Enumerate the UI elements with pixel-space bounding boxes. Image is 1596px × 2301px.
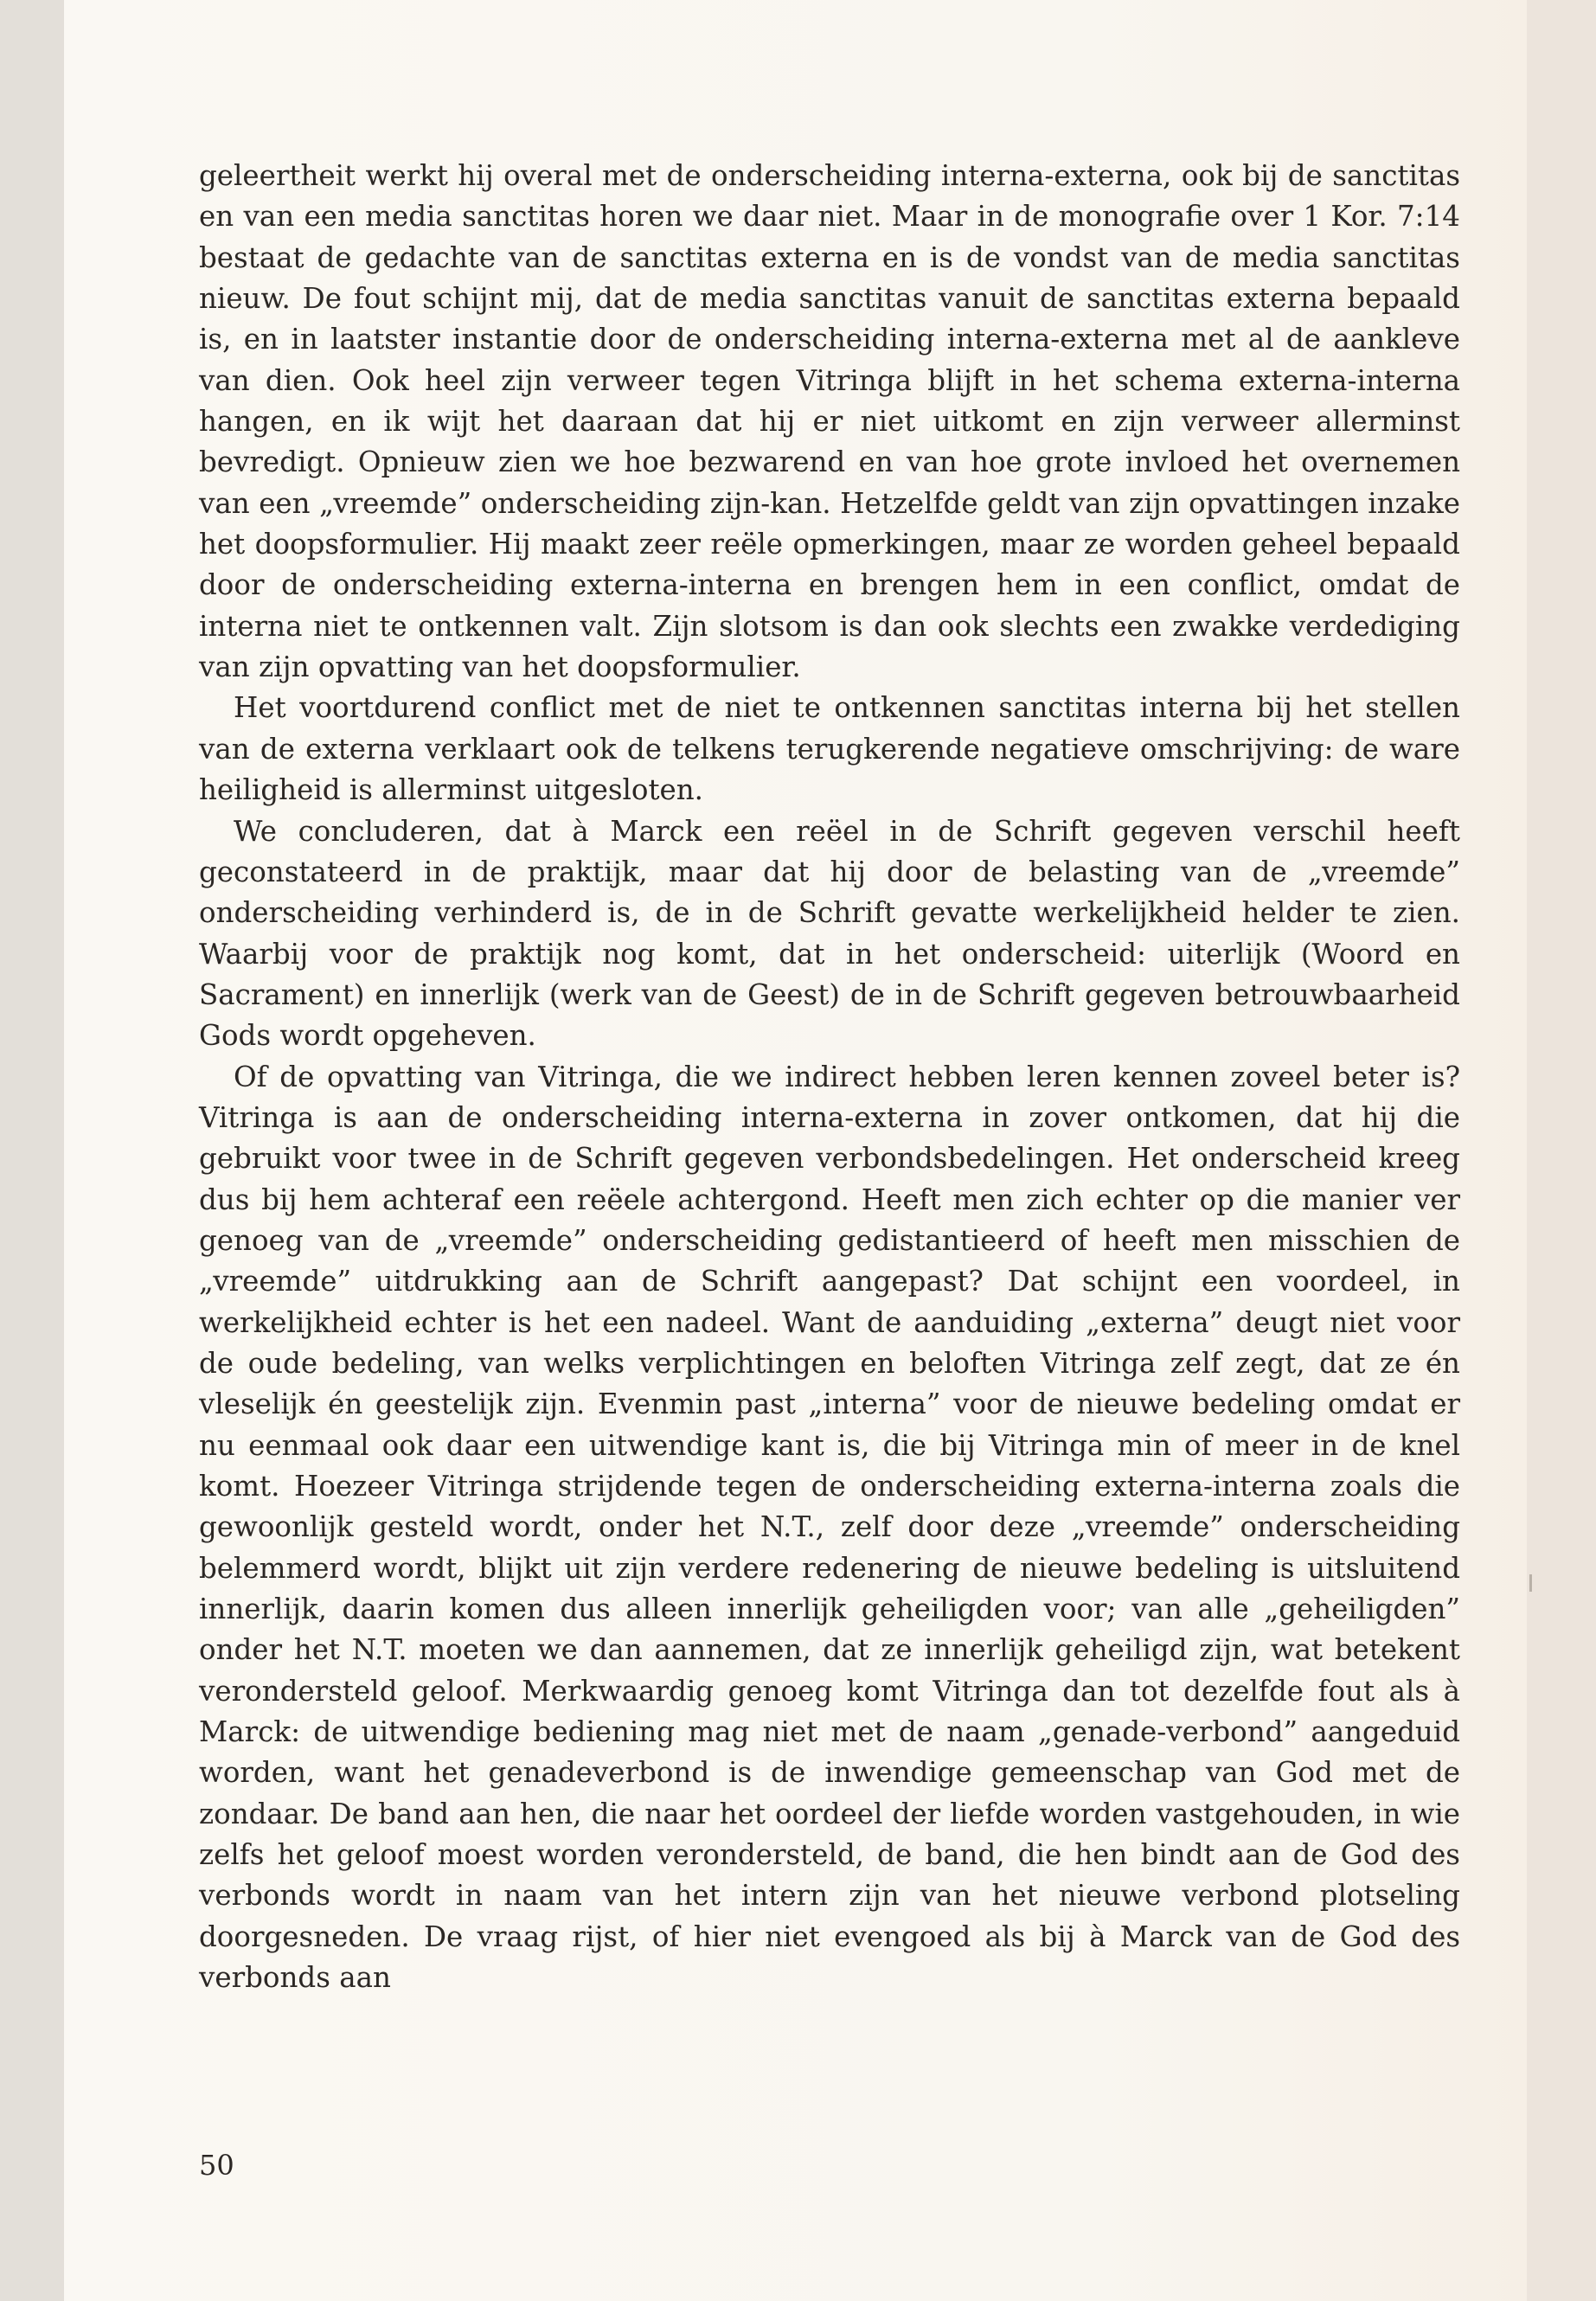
paragraph: Het voortdurend conflict met de niet te ontkennen sanctitas interna bij het stellen van de externa verklaart ook de telkens terugkerende negatieve omschrijving: de ware heiligheid is allerminst uitgesloten.: [199, 691, 1460, 807]
scan-edge-left: [0, 0, 64, 2301]
book-page: [64, 0, 1527, 2301]
page-number: 50: [199, 2149, 234, 2182]
body-text: [199, 156, 1460, 1998]
paragraph: Of de opvatting van Vitringa, die we indirect hebben leren kennen zoveel beter is? Vitringa is aan de onderscheiding interna-externa in zover ontkomen, dat hij die gebruikt voor twee in de Schrift gegeven verbondsbedelingen. Het onderscheid kreeg dus bij hem achteraf een reëele achtergond. Heeft men zich echter op die manier ver genoeg van de „vreemde” onderscheiding gedistantieerd of heeft men misschien de „vreemde” uitdrukking aan de Schrift aangepast? Dat schijnt een voordeel, in werkelijkheid echter is het een nadeel. Want de aanduiding „externa” deugt niet voor de oude bedeling, van welks verplichtingen en beloften Vitringa zelf zegt, dat ze én vleselijk én geestelijk zijn. Evenmin past „interna” voor de nieuwe bedeling omdat er nu eenmaal ook daar een uitwendige kant is, die bij Vitringa min of meer in de knel komt. Hoezeer Vitringa strijdende tegen de onderscheiding externa-interna zoals die gewoonlijk gesteld wordt, onder het N.T., zelf door deze „vreemde” onderscheiding belemmerd wordt, blijkt uit zijn verdere redenering de nieuwe bedeling is uitsluitend innerlijk, daarin komen dus alleen innerlijk geheiligden voor; van alle „geheiligden” onder het N.T. moeten we dan aannemen, dat ze innerlijk geheiligd zijn, wat betekent verondersteld geloof. Merkwaardig genoeg komt Vitringa dan tot dezelfde fout als à Marck: de uitwendige bediening mag niet met de naam „genade-verbond” aangeduid worden, want het genadeverbond is de inwendige gemeenschap van God met de zondaar. De band aan hen, die naar het oordeel der liefde worden vastgehouden, in wie zelfs het geloof moest worden verondersteld, de band, die hen bindt aan de God des verbonds wordt in naam van het intern zijn van het nieuwe verbond plotseling doorgesneden. De vraag rijst, of hier niet evengoed als bij à Marck van de God des verbonds aan: [199, 1060, 1460, 1995]
scan-edge-right: [1527, 0, 1596, 2301]
paragraph: geleertheit werkt hij overal met de onderscheiding interna-externa, ook bij de sanctitas en van een media sanctitas horen we daar niet. Maar in de monografie over 1 Kor. 7:14 bestaat de gedachte van de sanctitas externa en is de vondst van de media sanctitas nieuw. De fout schijnt mij, dat de media sanctitas vanuit de sanctitas externa bepaald is, en in laatster instantie door de onderscheiding interna-externa met al de aankleve van dien. Ook heel zijn verweer tegen Vitringa blijft in het schema externa-interna hangen, en ik wijt het daaraan dat hij er niet uitkomt en zijn verweer allerminst bevredigt. Opnieuw zien we hoe bezwarend en van hoe grote invloed het overnemen van een „vreemde” onderscheiding zijn-kan. Hetzelfde geldt van zijn opvattingen inzake het doopsformulier. Hij maakt zeer reële opmerkingen, maar ze worden geheel bepaald door de onderscheiding externa-interna en brengen hem in een conflict, omdat de interna niet te ontkennen valt. Zijn slotsom is dan ook slechts een zwakke verdediging van zijn opvatting van het doopsformulier.: [199, 159, 1460, 684]
margin-mark: [1529, 1574, 1532, 1592]
paragraph: We concluderen, dat à Marck een reëel in de Schrift gegeven verschil heeft geconstateerd in de praktijk, maar dat hij door de belasting van de „vreemde” onderscheiding verhinderd is, de in de Schrift gevatte werkelijkheid helder te zien. Waarbij voor de praktijk nog komt, dat in het onderscheid: uiterlijk (Woord en Sacrament) en innerlijk (werk van de Geest) de in de Schrift gegeven betrouwbaarheid Gods wordt opgeheven.: [199, 814, 1460, 1053]
